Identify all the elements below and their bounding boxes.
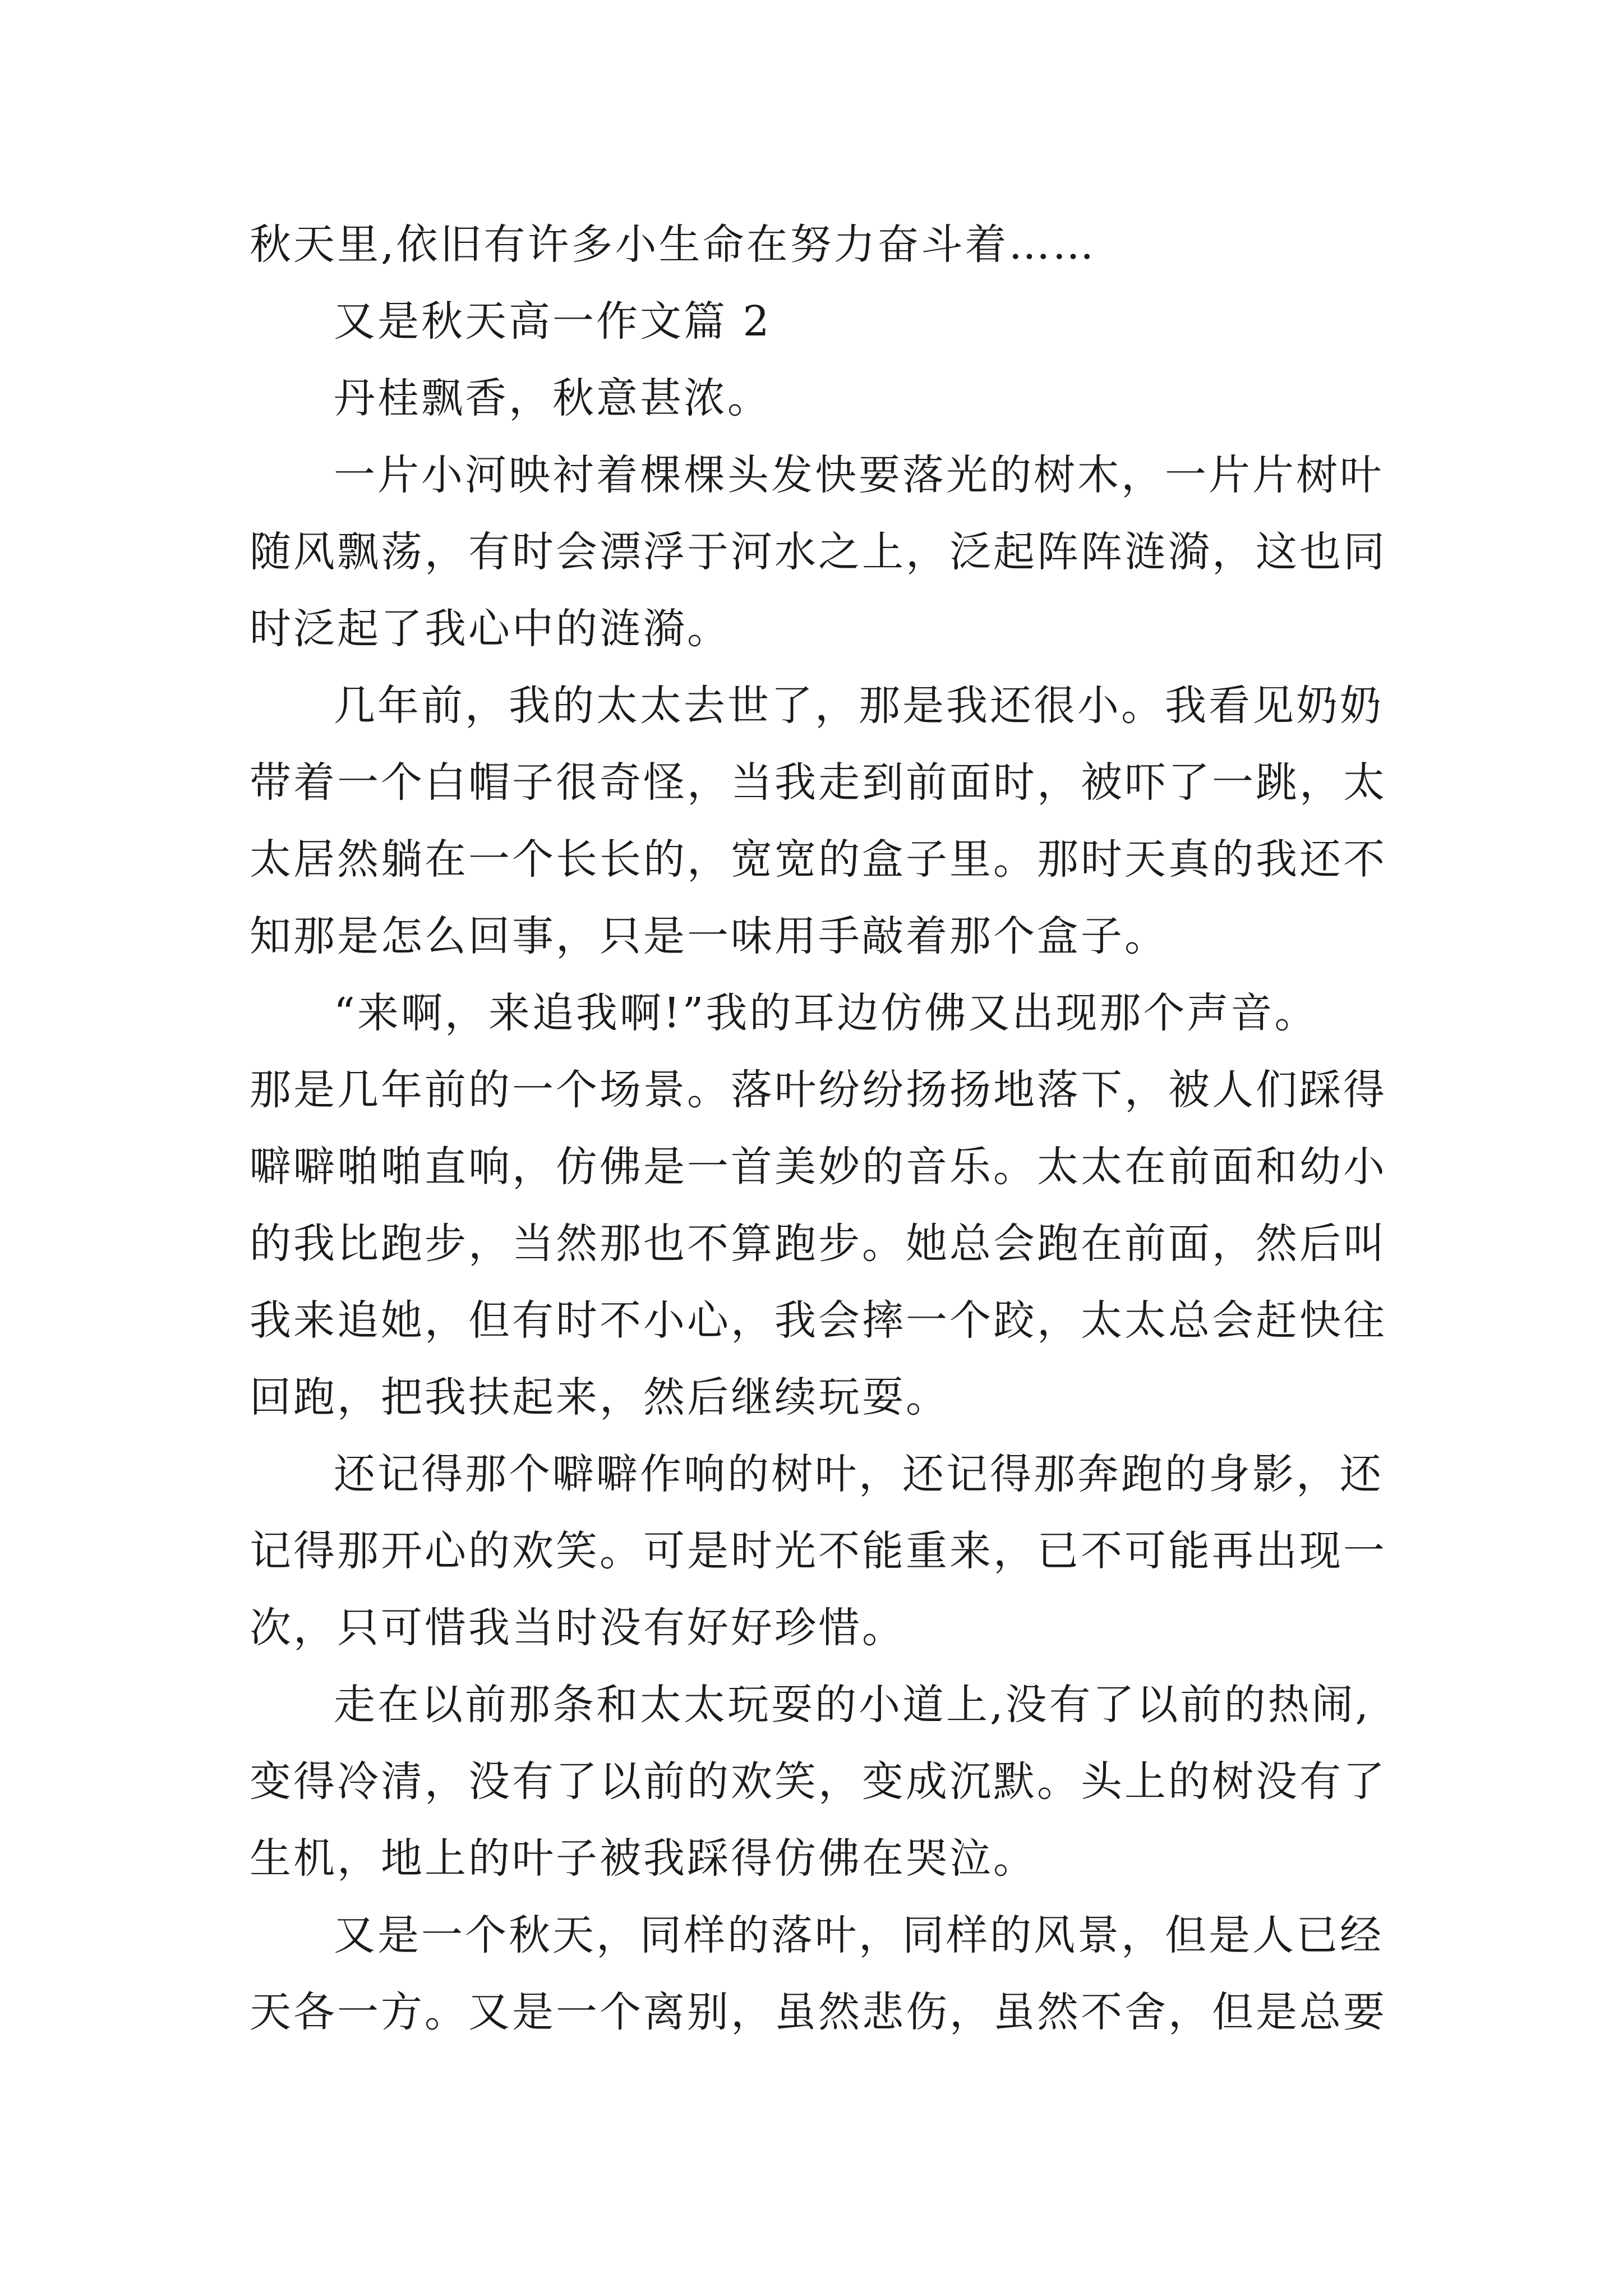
text-line: 秋天里,依旧有许多小生命在努力奋斗着…… [250,220,1096,269]
text-line: 次，只可惜我当时没有好好珍惜。 [250,1604,906,1652]
text-line: 变得冷清，没有了以前的欢笑，变成沉默。头上的树没有了 [250,1757,1387,1806]
text-line: 太居然躺在一个长长的，宽宽的盒子里。那时天真的我还不 [250,835,1387,884]
text-line: 丹桂飘香，秋意甚浓。 [334,374,771,422]
text-line: 一片小河映衬着棵棵头发快要落光的树木，一片片树叶 [334,451,1384,499]
text-line: 还记得那个噼噼作响的树叶，还记得那奔跑的身影，还 [334,1450,1384,1498]
text-line: 生机，地上的叶子被我踩得仿佛在哭泣。 [250,1834,1037,1883]
document-page [250,206,1387,2051]
text-line: 走在以前那条和太太玩耍的小道上,没有了以前的热闹, [334,1681,1371,1729]
text-line: 的我比跑步，当然那也不算跑步。她总会跑在前面，然后叫 [250,1220,1387,1268]
text-line: 天各一方。又是一个离别，虽然悲伤，虽然不舍，但是总要 [250,1988,1387,2036]
text-line: 时泛起了我心中的涟漪。 [250,605,731,653]
text-line: 噼噼啪啪直响，仿佛是一首美妙的音乐。太太在前面和幼小 [250,1143,1387,1191]
text-line: 带着一个白帽子很奇怪，当我走到前面时，被吓了一跳，太 [250,758,1387,807]
text-line: 我来追她，但有时不小心，我会摔一个跤，太太总会赶快往 [250,1296,1387,1345]
text-line: 几年前，我的太太去世了，那是我还很小。我看见奶奶 [334,682,1384,730]
text-line: “来啊，来追我啊!”我的耳边仿佛又出现那个声音。 [334,989,1318,1037]
text-line: 回跑，把我扶起来，然后继续玩耍。 [250,1373,949,1421]
text-line: 记得那开心的欢笑。可是时光不能重来，已不可能再出现一 [250,1527,1387,1575]
text-line: 知那是怎么回事，只是一味用手敲着那个盒子。 [250,912,1168,960]
text-line: 随风飘荡，有时会漂浮于河水之上，泛起阵阵涟漪，这也同 [250,528,1387,576]
text-line: 又是一个秋天，同样的落叶，同样的风景，但是人已经 [334,1911,1384,1959]
text-line: 那是几年前的一个场景。落叶纷纷扬扬地落下，被人们踩得 [250,1066,1387,1114]
section-heading: 又是秋天高一作文篇 2 [334,297,772,346]
